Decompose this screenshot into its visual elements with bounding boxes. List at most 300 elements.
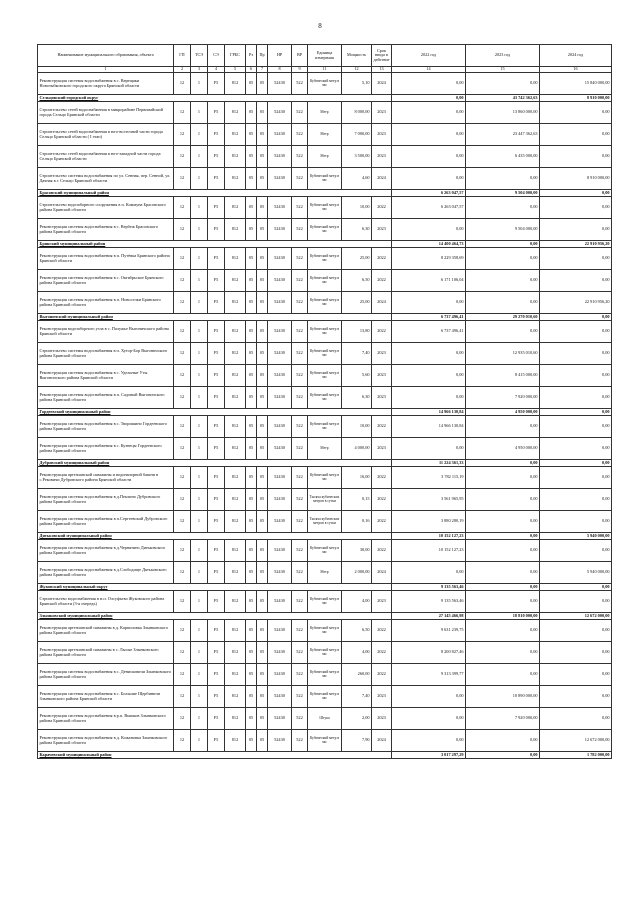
- classification-code: 522: [292, 467, 308, 489]
- classification-code: 52430: [268, 343, 292, 365]
- project-name: Реконструкция системы водоснабжения в д.Слободище Дятьковского района Брянской области: [38, 562, 174, 584]
- project-name: Строительство системы водоснабжения по ул. Сенная, пер. Сенной, ул. Дачная в г. Сельцо Брянской области: [38, 168, 174, 190]
- column-number: 14: [392, 67, 466, 73]
- classification-code: 812: [225, 248, 246, 270]
- header-row: [38, 45, 612, 67]
- amount-2024: 0,00: [540, 102, 612, 124]
- commissioning-year: 2024: [372, 168, 392, 190]
- classification-code: 812: [225, 591, 246, 613]
- classification-code: F5: [208, 270, 225, 292]
- classification-code: 1: [191, 438, 208, 460]
- project-name: Реконструкция системы водоснабжения в д.Чернятино Дятьковского района Брянской области: [38, 540, 174, 562]
- classification-code: 05: [257, 321, 268, 343]
- classification-code: F5: [208, 730, 225, 752]
- classification-code: 52430: [268, 708, 292, 730]
- classification-code: 05: [257, 642, 268, 664]
- section-name: Выгоничский муниципальный район: [38, 314, 392, 321]
- amount-2023: 0,00: [466, 540, 540, 562]
- classification-code: F5: [208, 219, 225, 241]
- classification-code: 05: [246, 168, 257, 190]
- section-total-row: [38, 409, 612, 416]
- commissioning-year: 2024: [372, 562, 392, 584]
- commissioning-year: 2023: [372, 219, 392, 241]
- commissioning-year: 2023: [372, 686, 392, 708]
- column-number: 5: [225, 67, 246, 73]
- amount-2022: 6 737 496,41: [392, 314, 466, 321]
- project-name: Строительство сетей водоснабжения в юго-восточной части города Сельцо Брянской области ( I этап): [38, 124, 174, 146]
- section-total-row: [38, 460, 612, 467]
- column-number: 15: [466, 67, 540, 73]
- classification-code: 1: [191, 168, 208, 190]
- classification-code: 05: [246, 438, 257, 460]
- amount-2023: 0,00: [466, 321, 540, 343]
- amount-2022: 0,00: [392, 708, 466, 730]
- project-row: [38, 197, 612, 219]
- classification-code: 522: [292, 511, 308, 533]
- amount-2023: 13 860 000,00: [466, 102, 540, 124]
- amount-2023: 0,00: [466, 489, 540, 511]
- classification-code: 522: [292, 73, 308, 95]
- classification-code: 12: [174, 146, 191, 168]
- section-total-row: [38, 613, 612, 620]
- amount-2022: 8 200 827,46: [392, 642, 466, 664]
- classification-code: 05: [257, 620, 268, 642]
- classification-code: 52430: [268, 292, 292, 314]
- classification-code: 812: [225, 168, 246, 190]
- classification-code: F5: [208, 73, 225, 95]
- classification-code: 12: [174, 562, 191, 584]
- classification-code: 522: [292, 343, 308, 365]
- amount-2024: 12 672 000,00: [540, 730, 612, 752]
- classification-code: 05: [257, 73, 268, 95]
- project-row: [38, 511, 612, 533]
- unit-of-measure: Тысяча кубических метров в сутки: [308, 511, 342, 533]
- classification-code: 05: [246, 219, 257, 241]
- classification-code: 12: [174, 642, 191, 664]
- classification-code: 12: [174, 664, 191, 686]
- commissioning-year: 2023: [372, 343, 392, 365]
- capacity: 2 000,00: [342, 562, 372, 584]
- commissioning-year: 2024: [372, 292, 392, 314]
- classification-code: 05: [246, 642, 257, 664]
- classification-code: 1: [191, 467, 208, 489]
- classification-code: 1: [191, 416, 208, 438]
- classification-code: 05: [246, 686, 257, 708]
- unit-of-measure: Кубический метр в час: [308, 540, 342, 562]
- unit-of-measure: Кубический метр в час: [308, 642, 342, 664]
- amount-2024: 1 782 000,00: [540, 752, 612, 759]
- amount-2024: 0,00: [540, 467, 612, 489]
- classification-code: 12: [174, 511, 191, 533]
- project-name: Строительство системы водоснабжения в п. Хутор-Бор Выгоничского района Брянской области: [38, 343, 174, 365]
- column-number: 8: [268, 67, 292, 73]
- column-number: 4: [208, 67, 225, 73]
- classification-code: 52430: [268, 591, 292, 613]
- classification-code: 522: [292, 620, 308, 642]
- amount-2024: 0,00: [540, 664, 612, 686]
- amount-2023: 7 920 000,00: [466, 387, 540, 409]
- amount-2022: 0,00: [392, 365, 466, 387]
- classification-code: 1: [191, 642, 208, 664]
- classification-code: 1: [191, 343, 208, 365]
- classification-code: 12: [174, 438, 191, 460]
- classification-code: F5: [208, 343, 225, 365]
- classification-code: 522: [292, 321, 308, 343]
- classification-code: F5: [208, 489, 225, 511]
- classification-code: 812: [225, 102, 246, 124]
- amount-2022: 27 145 466,98: [392, 613, 466, 620]
- classification-code: 812: [225, 146, 246, 168]
- classification-code: 05: [246, 730, 257, 752]
- classification-code: 812: [225, 270, 246, 292]
- section-total-row: [38, 241, 612, 248]
- amount-2022: 10 152 127,23: [392, 540, 466, 562]
- classification-code: 52430: [268, 146, 292, 168]
- project-row: [38, 708, 612, 730]
- classification-code: 522: [292, 102, 308, 124]
- unit-of-measure: Кубический метр в час: [308, 591, 342, 613]
- commissioning-year: 2023: [372, 146, 392, 168]
- capacity: 10,00: [342, 197, 372, 219]
- classification-code: 52430: [268, 270, 292, 292]
- classification-code: 05: [257, 197, 268, 219]
- amount-2022: 0,00: [392, 343, 466, 365]
- classification-code: 522: [292, 248, 308, 270]
- classification-code: 12: [174, 197, 191, 219]
- classification-code: F5: [208, 467, 225, 489]
- classification-code: 1: [191, 591, 208, 613]
- amount-2023: 0,00: [466, 591, 540, 613]
- amount-2022: 14 966 130,84: [392, 409, 466, 416]
- column-header: Наименование муниципального образования, объекта: [38, 45, 174, 67]
- commissioning-year: 2024: [372, 73, 392, 95]
- project-row: [38, 642, 612, 664]
- amount-2022: 0,00: [392, 387, 466, 409]
- unit-of-measure: Кубический метр в час: [308, 219, 342, 241]
- project-name: Реконструкция артезианской скважины и водонапорной башни в с.Рековичи Дубровского района Брянской области: [38, 467, 174, 489]
- classification-code: 05: [257, 708, 268, 730]
- amount-2024: 0,00: [540, 438, 612, 460]
- amount-2023: 0,00: [466, 620, 540, 642]
- classification-code: 812: [225, 467, 246, 489]
- classification-code: 12: [174, 102, 191, 124]
- classification-code: 1: [191, 620, 208, 642]
- classification-code: 05: [257, 591, 268, 613]
- classification-code: 52430: [268, 365, 292, 387]
- project-name: Реконструкция системы водоснабжения в с. Верещаки Новозыбковского городского округа Брянской области: [38, 73, 174, 95]
- amount-2024: 8 910 000,00: [540, 95, 612, 102]
- amount-2022: 0,00: [392, 124, 466, 146]
- amount-2023: 0,00: [466, 416, 540, 438]
- project-row: [38, 292, 612, 314]
- capacity: 7 000,00: [342, 124, 372, 146]
- classification-code: 52430: [268, 562, 292, 584]
- column-number: 2: [174, 67, 191, 73]
- project-row: [38, 321, 612, 343]
- classification-code: F5: [208, 248, 225, 270]
- classification-code: 05: [246, 562, 257, 584]
- amount-2022: 14 966 130,84: [392, 416, 466, 438]
- classification-code: 522: [292, 387, 308, 409]
- classification-code: 1: [191, 197, 208, 219]
- amount-2024: 0,00: [540, 365, 612, 387]
- classification-code: 52430: [268, 416, 292, 438]
- classification-code: 1: [191, 511, 208, 533]
- classification-code: F5: [208, 146, 225, 168]
- column-number: 3: [191, 67, 208, 73]
- classification-code: 05: [257, 102, 268, 124]
- classification-code: 522: [292, 270, 308, 292]
- unit-of-measure: Метр: [308, 124, 342, 146]
- section-total-row: [38, 752, 612, 759]
- project-row: [38, 416, 612, 438]
- classification-code: 522: [292, 730, 308, 752]
- classification-code: 1: [191, 219, 208, 241]
- classification-code: 52430: [268, 124, 292, 146]
- classification-code: 05: [246, 197, 257, 219]
- project-name: Реконструкция системы водоснабжения в с. Кузнецы Гордеевского района Брянской области: [38, 438, 174, 460]
- classification-code: 522: [292, 365, 308, 387]
- column-header: Единица измерения: [308, 45, 342, 67]
- amount-2023: 0,00: [466, 467, 540, 489]
- column-number: 16: [540, 67, 612, 73]
- commissioning-year: 2022: [372, 620, 392, 642]
- section-name: Дятьковский муниципальный район: [38, 533, 392, 540]
- classification-code: 12: [174, 292, 191, 314]
- unit-of-measure: Метр: [308, 438, 342, 460]
- amount-2024: 0,00: [540, 314, 612, 321]
- classification-code: 05: [246, 387, 257, 409]
- classification-code: 1: [191, 248, 208, 270]
- amount-2024: 0,00: [540, 270, 612, 292]
- amount-2023: 0,00: [466, 248, 540, 270]
- project-row: [38, 270, 612, 292]
- classification-code: 52430: [268, 664, 292, 686]
- classification-code: 812: [225, 438, 246, 460]
- classification-code: 12: [174, 343, 191, 365]
- column-header: 2023 год: [466, 45, 540, 67]
- capacity: 6,50: [342, 620, 372, 642]
- project-name: Реконструкция системы водоснабжения в с. Большие Щербиничи Злынковского района Брянской области: [38, 686, 174, 708]
- classification-code: F5: [208, 708, 225, 730]
- classification-code: F5: [208, 591, 225, 613]
- section-total-row: [38, 533, 612, 540]
- capacity: 3 500,00: [342, 146, 372, 168]
- capacity: 4,00: [342, 642, 372, 664]
- classification-code: F5: [208, 540, 225, 562]
- amount-2022: 0,00: [392, 438, 466, 460]
- commissioning-year: 2023: [372, 387, 392, 409]
- commissioning-year: 2022: [372, 489, 392, 511]
- section-name: Дубровский муниципальный район: [38, 460, 392, 467]
- amount-2023: 9 504 000,00: [466, 219, 540, 241]
- amount-2023: 29 270 010,60: [466, 314, 540, 321]
- capacity: 5,60: [342, 365, 372, 387]
- classification-code: 1: [191, 708, 208, 730]
- project-name: Реконструкция системы водоснабжения в п. Новоселки Брянского района Брянской области: [38, 292, 174, 314]
- capacity: 7,90: [342, 730, 372, 752]
- classification-code: 812: [225, 124, 246, 146]
- commissioning-year: 2022: [372, 321, 392, 343]
- classification-code: 05: [257, 540, 268, 562]
- capacity: 2,00: [342, 708, 372, 730]
- column-header: Пр: [257, 45, 268, 67]
- amount-2024: 0,00: [540, 416, 612, 438]
- classification-code: 05: [257, 489, 268, 511]
- amount-2024: 0,00: [540, 219, 612, 241]
- unit-of-measure: Метр: [308, 102, 342, 124]
- column-header: Срок ввода в действие: [372, 45, 392, 67]
- section-name: Жуковский муниципальный округ: [38, 584, 392, 591]
- classification-code: 12: [174, 270, 191, 292]
- commissioning-year: 2022: [372, 416, 392, 438]
- unit-of-measure: Кубический метр в час: [308, 343, 342, 365]
- classification-code: 05: [257, 664, 268, 686]
- classification-code: 12: [174, 540, 191, 562]
- classification-code: 1: [191, 664, 208, 686]
- classification-code: 05: [257, 438, 268, 460]
- classification-code: 12: [174, 321, 191, 343]
- project-row: [38, 620, 612, 642]
- amount-2022: 0,00: [392, 686, 466, 708]
- classification-code: F5: [208, 124, 225, 146]
- unit-of-measure: Кубический метр в час: [308, 321, 342, 343]
- classification-code: 52430: [268, 248, 292, 270]
- column-header: 2022 год: [392, 45, 466, 67]
- project-name: Реконструкция системы водоснабжения в с. Вербеж Брасовского района Брянской области: [38, 219, 174, 241]
- classification-code: 05: [257, 248, 268, 270]
- unit-of-measure: Кубический метр в час: [308, 416, 342, 438]
- classification-code: 812: [225, 708, 246, 730]
- classification-code: 52430: [268, 642, 292, 664]
- amount-2023: 0,00: [466, 730, 540, 752]
- classification-code: 05: [246, 620, 257, 642]
- amount-2024: 22 910 956,20: [540, 292, 612, 314]
- amount-2024: 0,00: [540, 591, 612, 613]
- amount-2024: 0,00: [540, 511, 612, 533]
- classification-code: 52430: [268, 511, 292, 533]
- classification-code: 52430: [268, 620, 292, 642]
- classification-code: 812: [225, 664, 246, 686]
- classification-code: 52430: [268, 467, 292, 489]
- commissioning-year: 2023: [372, 124, 392, 146]
- classification-code: 812: [225, 686, 246, 708]
- classification-code: 05: [246, 511, 257, 533]
- project-name: Реконструкция артезианской скважины в с. Лысые Злынковского района Брянской области: [38, 642, 174, 664]
- capacity: 6,30: [342, 219, 372, 241]
- section-name: Сельцовский городской округ: [38, 95, 392, 102]
- capacity: 25,00: [342, 292, 372, 314]
- classification-code: F5: [208, 168, 225, 190]
- amount-2023: 0,00: [466, 752, 540, 759]
- classification-code: F5: [208, 321, 225, 343]
- table-body: [38, 45, 612, 759]
- classification-code: 05: [246, 343, 257, 365]
- project-row: [38, 540, 612, 562]
- classification-code: 1: [191, 730, 208, 752]
- unit-of-measure: Метр: [308, 146, 342, 168]
- classification-code: 05: [257, 146, 268, 168]
- commissioning-year: 2022: [372, 664, 392, 686]
- classification-code: 1: [191, 73, 208, 95]
- amount-2024: 0,00: [540, 248, 612, 270]
- project-name: Реконструкция системы водоснабжения в д.Пеклино Дубровского района Брянской области: [38, 489, 174, 511]
- amount-2022: 6 263 047,57: [392, 190, 466, 197]
- commissioning-year: 2023: [372, 438, 392, 460]
- column-header: СЭ: [208, 45, 225, 67]
- unit-of-measure: Кубический метр в час: [308, 730, 342, 752]
- amount-2024: 0,00: [540, 540, 612, 562]
- amount-2022: 0,00: [392, 219, 466, 241]
- budget-table: [37, 44, 612, 759]
- classification-code: F5: [208, 197, 225, 219]
- classification-code: 812: [225, 540, 246, 562]
- column-header: ВР: [292, 45, 308, 67]
- capacity: 6,30: [342, 387, 372, 409]
- classification-code: 812: [225, 730, 246, 752]
- classification-code: 1: [191, 365, 208, 387]
- classification-code: 812: [225, 620, 246, 642]
- project-name: Реконструкция системы водоснабжения в п. Садовый Выгоничского района Брянской области: [38, 387, 174, 409]
- project-name: Реконструкция системы водоснабжения в д. Кожановка Злынковского района Брянской области: [38, 730, 174, 752]
- classification-code: 05: [246, 146, 257, 168]
- classification-code: 05: [257, 511, 268, 533]
- classification-code: 05: [246, 248, 257, 270]
- classification-code: 05: [246, 73, 257, 95]
- commissioning-year: 2023: [372, 102, 392, 124]
- capacity: 13,80: [342, 321, 372, 343]
- amount-2024: 0,00: [540, 620, 612, 642]
- classification-code: 52430: [268, 168, 292, 190]
- classification-code: F5: [208, 365, 225, 387]
- amount-2024: 0,00: [540, 387, 612, 409]
- column-header: НР: [268, 45, 292, 67]
- amount-2022: 6 737 496,41: [392, 321, 466, 343]
- project-name: Реконструкция артезианской скважины в д. Карпиловка Злынковского района Брянской области: [38, 620, 174, 642]
- column-number: 11: [308, 67, 342, 73]
- classification-code: 522: [292, 664, 308, 686]
- classification-code: 12: [174, 620, 191, 642]
- capacity: 16,00: [342, 467, 372, 489]
- amount-2023: 0,00: [466, 460, 540, 467]
- classification-code: F5: [208, 620, 225, 642]
- classification-code: 812: [225, 292, 246, 314]
- unit-of-measure: Метр: [308, 562, 342, 584]
- amount-2024: 0,00: [540, 197, 612, 219]
- project-row: [38, 664, 612, 686]
- amount-2024: 5 940 000,00: [540, 562, 612, 584]
- classification-code: 05: [257, 124, 268, 146]
- classification-code: 1: [191, 102, 208, 124]
- amount-2024: 12 672 000,00: [540, 613, 612, 620]
- amount-2022: 0,00: [392, 730, 466, 752]
- commissioning-year: 2022: [372, 642, 392, 664]
- classification-code: 05: [246, 416, 257, 438]
- amount-2024: 0,00: [540, 321, 612, 343]
- unit-of-measure: Кубический метр в час: [308, 365, 342, 387]
- unit-of-measure: Кубический метр в час: [308, 387, 342, 409]
- commissioning-year: 2023: [372, 365, 392, 387]
- classification-code: 522: [292, 591, 308, 613]
- amount-2023: 7 920 000,00: [466, 708, 540, 730]
- project-name: Реконструкция системы водоснабжения в с. Октябрьское Брянского района Брянской области: [38, 270, 174, 292]
- project-name: Строительство сетей водоснабжения в микрорайоне Первомайский города Сельцо Брянской области: [38, 102, 174, 124]
- amount-2023: 0,00: [466, 642, 540, 664]
- commissioning-year: 2022: [372, 511, 392, 533]
- project-row: [38, 248, 612, 270]
- classification-code: 522: [292, 416, 308, 438]
- project-row: [38, 387, 612, 409]
